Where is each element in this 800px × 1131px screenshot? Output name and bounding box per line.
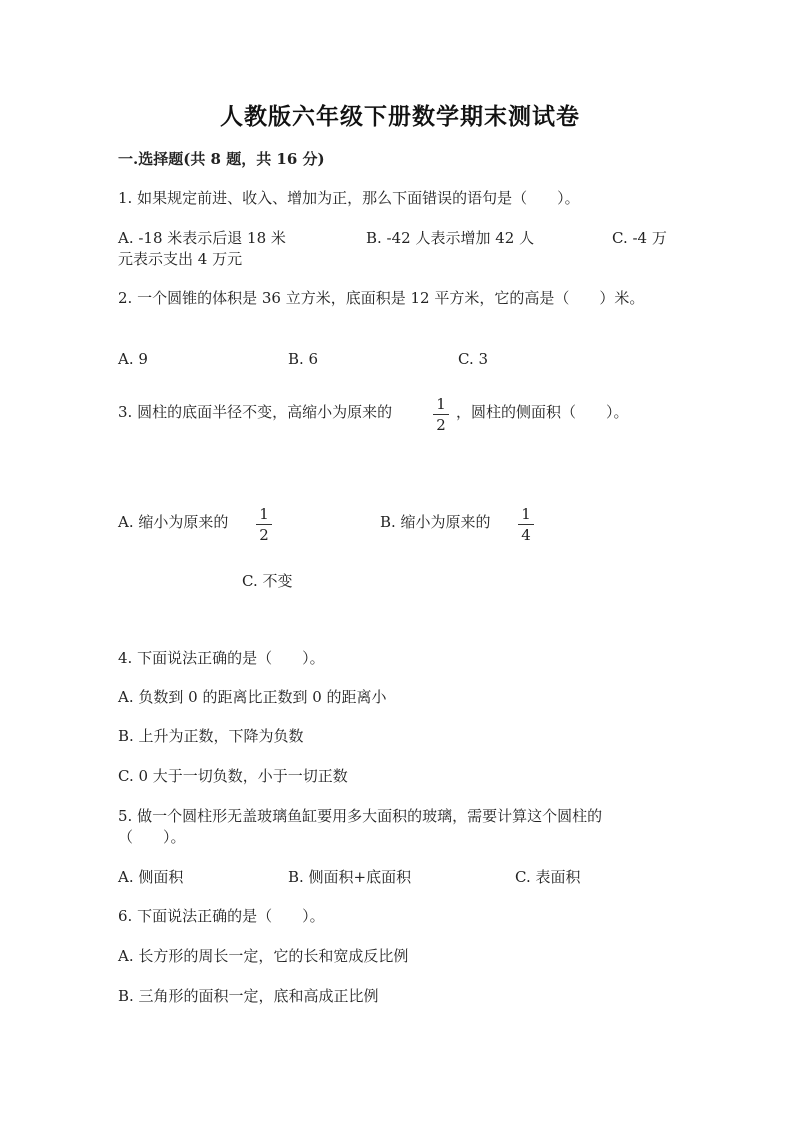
- question-5-stem-line2: （ ）。: [118, 828, 186, 846]
- question-1-option-c: C. -4 万: [612, 229, 667, 247]
- question-2-option-a: A. 9: [118, 350, 148, 368]
- question-3-option-a-fraction: [256, 506, 272, 543]
- question-3-stem-end: ，圆柱的侧面积（ ）。: [456, 403, 629, 421]
- fraction-numerator: 1: [521, 505, 531, 523]
- question-4-stem: 4. 下面说法正确的是（ ）。: [118, 649, 325, 667]
- fraction-denominator: 4: [521, 526, 531, 544]
- page-title: 人教版六年级下册数学期末测试卷: [220, 103, 580, 130]
- question-1-option-c-continued: 元表示支出 4 万元: [118, 250, 243, 268]
- section-heading: 一.选择题(共 8 题，共 16 分): [118, 150, 325, 168]
- question-2-option-b: B. 6: [288, 350, 319, 368]
- question-6-stem: 6. 下面说法正确的是（ ）。: [118, 907, 325, 925]
- question-6-option-b: B. 三角形的面积一定，底和高成正比例: [118, 987, 379, 1005]
- question-3-fraction: [433, 396, 449, 433]
- question-3-option-a: A. 缩小为原来的: [118, 513, 229, 531]
- question-4-option-a: A. 负数到 0 的距离比正数到 0 的距离小: [118, 688, 387, 706]
- fraction-bar: [256, 524, 272, 525]
- fraction-numerator: 1: [436, 395, 446, 413]
- question-6-option-a: A. 长方形的周长一定，它的长和宽成反比例: [118, 947, 409, 965]
- question-3-option-b: B. 缩小为原来的: [380, 513, 491, 531]
- question-4-option-b: B. 上升为正数，下降为负数: [118, 727, 304, 745]
- question-3-stem-start: 3. 圆柱的底面半径不变，高缩小为原来的: [118, 403, 393, 421]
- question-3-option-b-fraction: [518, 506, 534, 543]
- fraction-denominator: 2: [436, 416, 446, 434]
- fraction-bar: [518, 524, 534, 525]
- question-5-option-c: C. 表面积: [515, 868, 581, 886]
- question-2-option-c: C. 3: [458, 350, 489, 368]
- question-4-option-c: C. 0 大于一切负数，小于一切正数: [118, 767, 348, 785]
- fraction-numerator: 1: [259, 505, 269, 523]
- question-5-option-a: A. 侧面积: [118, 868, 184, 886]
- question-3-option-c: C. 不变: [242, 572, 293, 590]
- question-1-option-a: A. -18 米表示后退 18 米: [118, 229, 286, 247]
- question-5-stem-line1: 5. 做一个圆柱形无盖玻璃鱼缸要用多大面积的玻璃，需要计算这个圆柱的: [118, 807, 603, 825]
- question-5-option-b: B. 侧面积+底面积: [288, 868, 412, 886]
- question-1-option-b: B. -42 人表示增加 42 人: [366, 229, 535, 247]
- fraction-bar: [433, 414, 449, 415]
- question-1-stem: 1. 如果规定前进、收入、增加为正，那么下面错误的语句是（ ）。: [118, 189, 580, 207]
- fraction-denominator: 2: [259, 526, 269, 544]
- question-2-stem: 2. 一个圆锥的体积是 36 立方米，底面积是 12 平方米，它的高是（ ）米。: [118, 289, 645, 307]
